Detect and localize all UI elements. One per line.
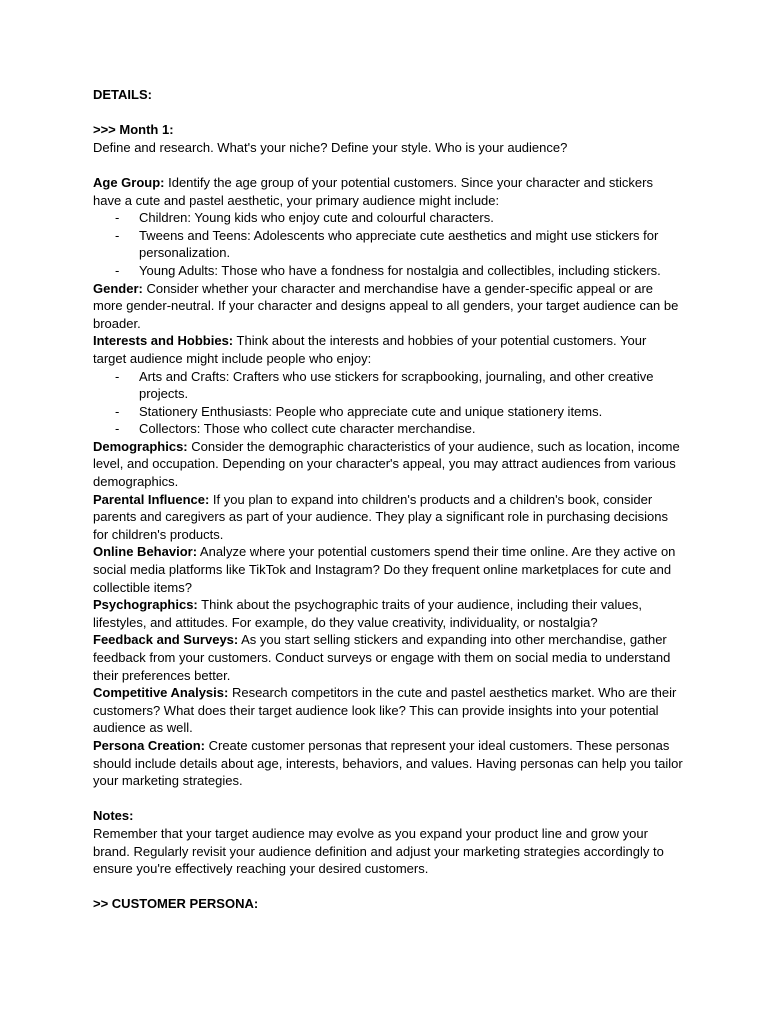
list-item [93,420,683,438]
online-behavior-label: Online Behavior: [93,544,198,560]
persona-creation-paragraph [93,737,683,790]
list-item-text: Stationery Enthusiasts: People who appreciate cute and unique stationery items. [139,403,603,419]
psychographics-label: Psychographics: [93,597,198,613]
month1-heading: >>> Month 1: [93,122,174,138]
interests-label: Interests and Hobbies: [93,333,234,349]
customer-persona-heading: >> CUSTOMER PERSONA: [93,896,259,912]
interests-text: Think about the interests and hobbies of your potential customers. Your target audience might include people who enjoy: [93,333,647,366]
list-item-text: Young Adults: Those who have a fondness for nostalgia and collectibles, including stickers. [139,262,661,278]
list-item [93,262,683,280]
parental-influence-text: If you plan to expand into children's products and a children's book, consider parents and caregivers as part of your audience. They play a significant role in purchasing decisions for children's products. [93,491,668,542]
psychographics-paragraph [93,596,683,631]
persona-creation-label: Persona Creation: [93,737,205,753]
persona-creation-text: Create customer personas that represent your ideal customers. These personas should include details about age, interests, behaviors, and values. Having personas can help you tailor your marketing strategies. [93,737,683,789]
age-group-label: Age Group: [93,174,165,190]
list-item [93,209,683,227]
parental-influence-paragraph [93,491,683,544]
notes-text: Remember that your target audience may evolve as you expand your product line and grow your brand. Regularly revisit your audience definition and adjust your marketing strategies accordingly to ensure you're effectively reaching your desired customers. [93,825,664,877]
dash-bullet: - [115,368,120,384]
age-group-list [93,209,683,279]
list-item-text: Children: Young kids who enjoy cute and colourful characters. [139,210,494,226]
feedback-label: Feedback and Surveys: [93,632,239,648]
age-group-paragraph [93,174,683,209]
psychographics-text: Think about the psychographic traits of your audience, including their values, lifestyles, and attitudes. For example, do they value creativity, individuality, or nostalgia? [93,597,642,630]
feedback-paragraph [93,631,683,684]
month1-intro: Define and research. What's your niche? Define your style. Who is your audience? [93,139,568,155]
spacer [93,878,683,896]
interests-list [93,368,683,438]
dash-bullet: - [115,403,120,419]
age-group-text: Identify the age group of your potential customers. Since your character and stickers have a cute and pastel aesthetic, your primary audience might include: [93,174,653,208]
gender-text: Consider whether your character and merchandise have a gender-specific appeal or are more gender-neutral. If your character and designs appeal to all genders, your target audience can be broader. [93,280,679,331]
interests-paragraph [93,332,683,367]
dash-bullet: - [115,210,120,226]
feedback-text: As you start selling stickers and expanding into other merchandise, gather feedback from your customers. Conduct surveys or engage with them on social media to understand their preferences better. [93,632,671,683]
notes-heading: Notes: [93,808,134,824]
list-item [93,227,683,262]
gender-paragraph [93,280,683,333]
dash-bullet: - [115,227,120,243]
details-heading: DETAILS: [93,87,152,102]
document-page [93,86,683,913]
list-item-text: Arts and Crafts: Crafters who use stickers for scrapbooking, journaling, and other creative projects. [139,368,654,402]
list-item [93,368,683,403]
demographics-paragraph [93,438,683,491]
spacer [93,156,683,174]
list-item [93,403,683,421]
online-behavior-text: Analyze where your potential customers spend their time online. Are they active on social media platforms like TikTok and Instagram? Do they frequent online marketplaces for cute and collectible items? [93,544,676,595]
spacer [93,104,683,122]
competitive-analysis-text: Research competitors in the cute and pastel aesthetics market. Who are their customers? What does their target audience look like? This can provide insights into your potential audience as well. [93,685,677,736]
demographics-label: Demographics: [93,438,188,454]
parental-influence-label: Parental Influence: [93,491,210,507]
competitive-analysis-paragraph [93,684,683,737]
list-item-text: Collectors: Those who collect cute character merchandise. [139,421,476,437]
online-behavior-paragraph [93,543,683,596]
gender-label: Gender: [93,280,143,296]
dash-bullet: - [115,421,120,437]
spacer [93,790,683,808]
list-item-text: Tweens and Teens: Adolescents who appreciate cute aesthetics and might use stickers for personalization. [139,227,659,261]
demographics-text: Consider the demographic characteristics of your audience, such as location, income level, and occupation. Depending on your character's appeal, you may attract audiences from various demographics. [93,438,680,490]
competitive-analysis-label: Competitive Analysis: [93,685,229,701]
dash-bullet: - [115,262,120,278]
